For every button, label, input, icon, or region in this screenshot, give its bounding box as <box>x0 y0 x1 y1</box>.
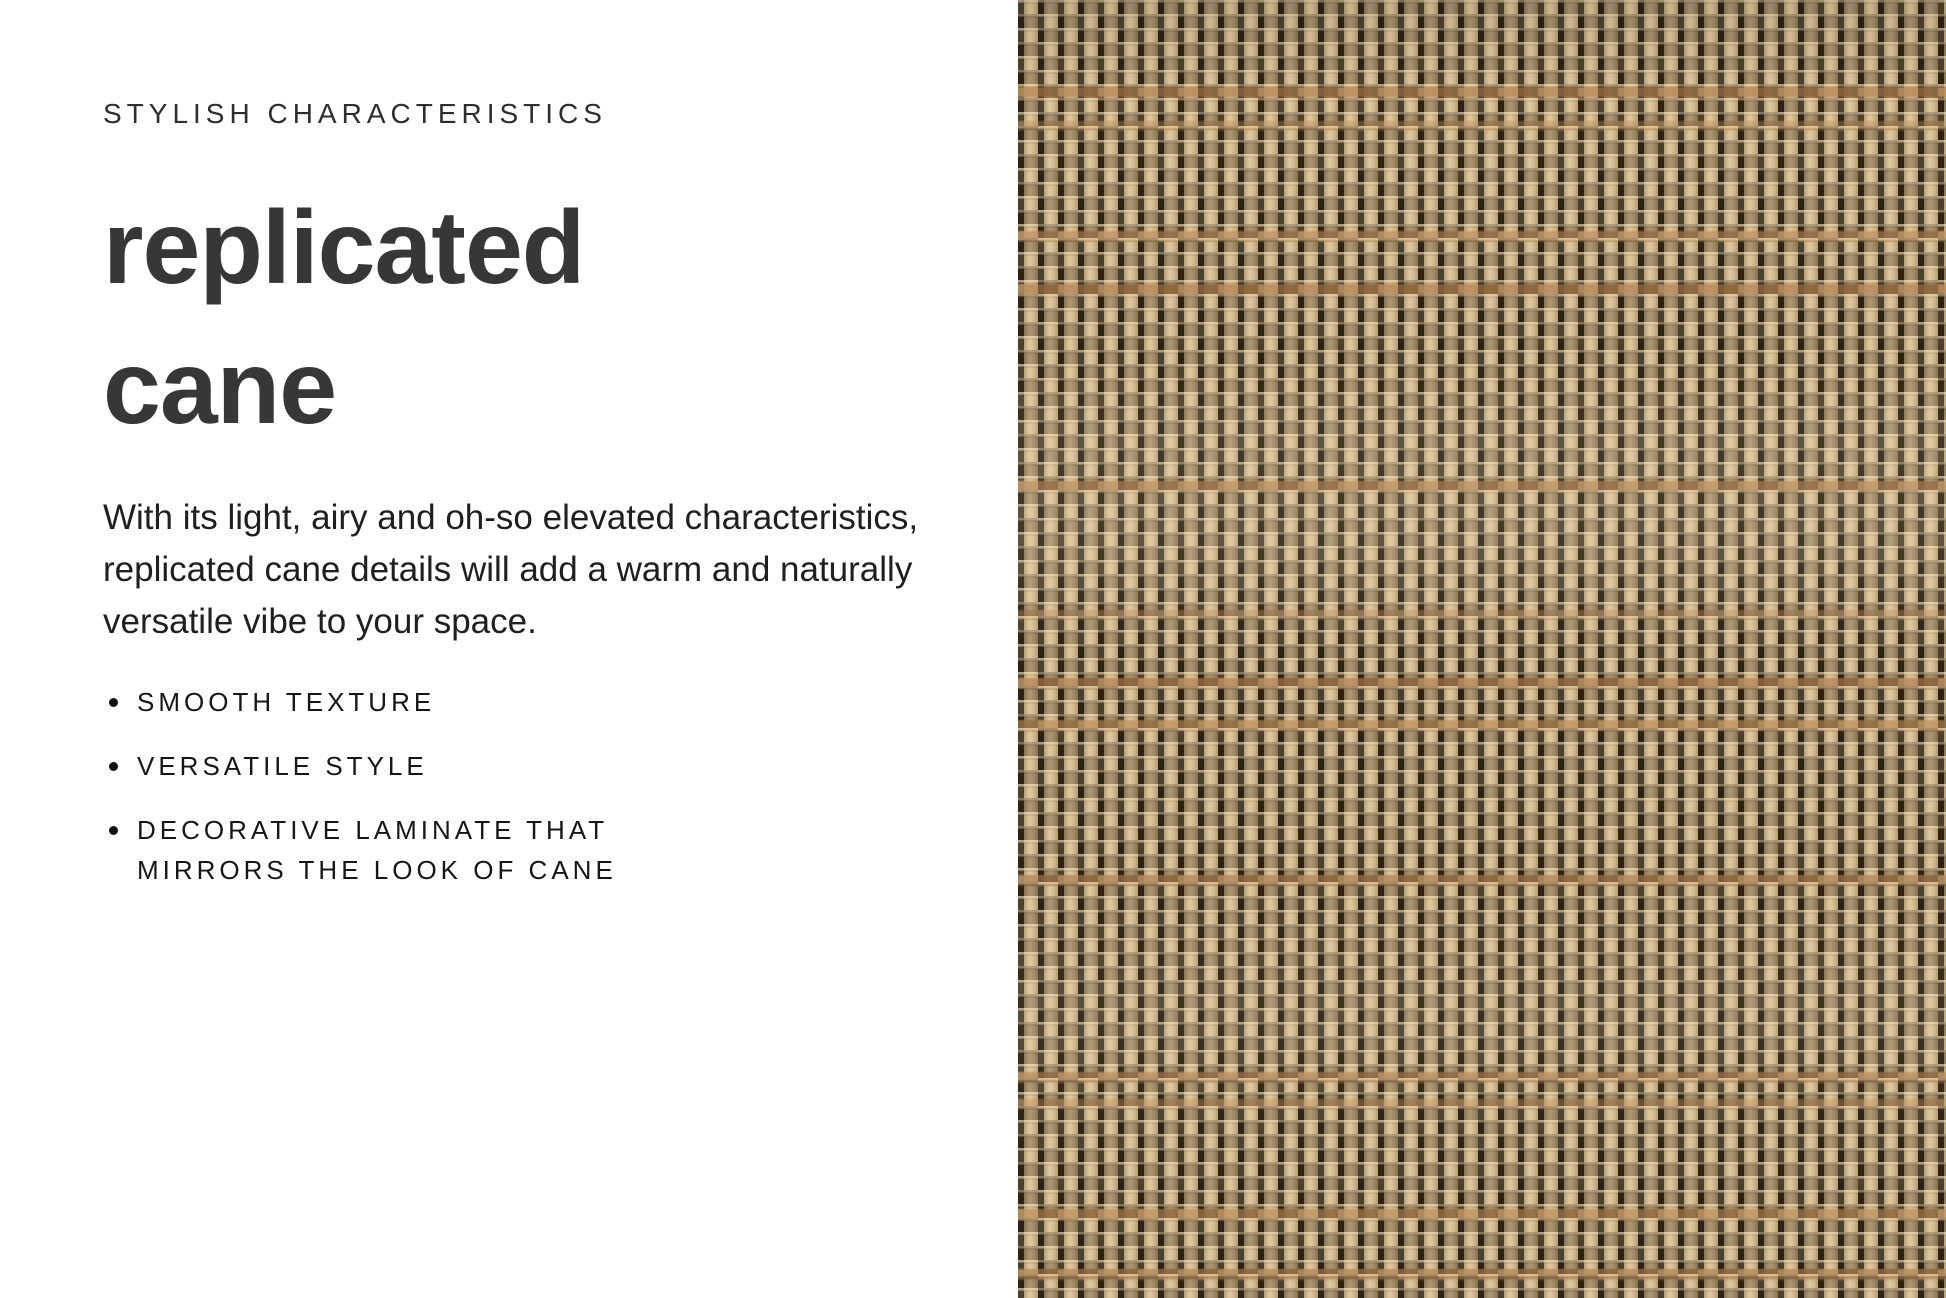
eyebrow-label: STYLISH CHARACTERISTICS <box>103 98 607 129</box>
list-item-decorative-laminate <box>103 810 663 890</box>
description-paragraph <box>103 492 1018 648</box>
feature-list <box>103 682 1018 890</box>
list-item-label: DECORATIVE LAMINATE THAT MIRRORS THE LOOK OF CANE <box>137 815 617 885</box>
description-line-1: With its light, airy and oh-so elevated characteristics, <box>103 498 919 537</box>
description-line-3: versatile vibe to your space. <box>103 602 537 641</box>
list-item-label: VERSATILE STYLE <box>137 751 428 781</box>
page-title <box>103 178 1018 458</box>
page-title-line-2: cane <box>103 330 337 446</box>
list-item-smooth-texture <box>103 682 663 722</box>
description-line-2: replicated cane details will add a warm and naturally <box>103 550 913 589</box>
cane-texture-image <box>1018 0 1946 1298</box>
page-title-line-1: replicated <box>103 190 585 306</box>
list-item-versatile-style <box>103 746 663 786</box>
list-item-label: SMOOTH TEXTURE <box>137 687 436 717</box>
